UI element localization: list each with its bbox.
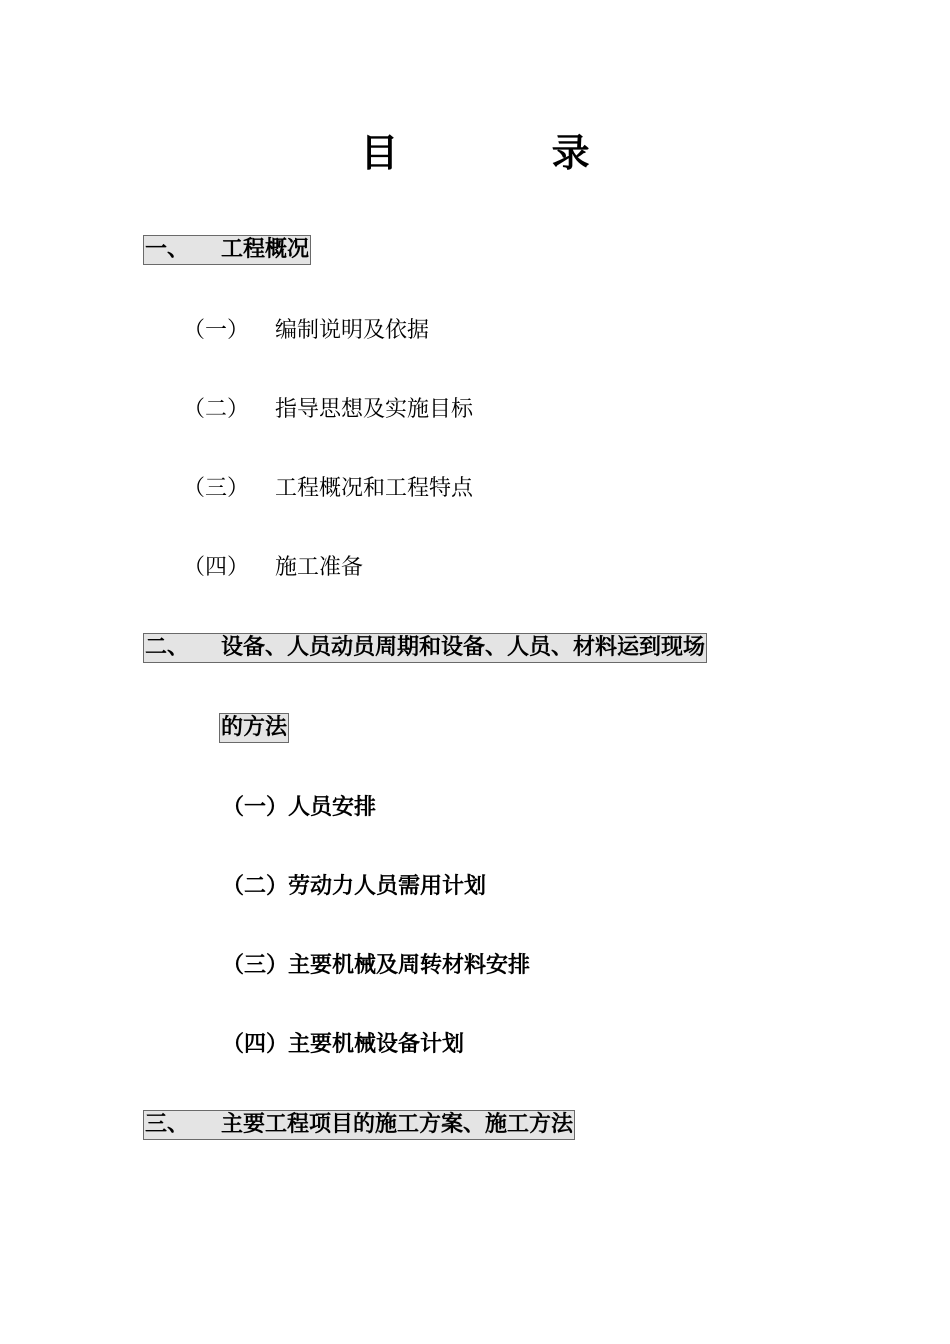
item-1-3-text: 工程概况和工程特点 <box>275 476 474 501</box>
toc-item-2-2[interactable]: （二）劳动力人员需用计划 <box>222 874 487 899</box>
toc-section-2-continued[interactable] <box>219 713 289 743</box>
toc-item-2-4[interactable]: （四）主要机械设备计划 <box>222 1032 465 1057</box>
toc-item-1-1[interactable] <box>183 316 429 346</box>
section-2-number: 二、 <box>145 635 190 660</box>
toc-item-1-4[interactable] <box>183 553 363 583</box>
section-2-title-line-1: 设备、人员动员周期和设备、人员、材料运到现场 <box>221 635 706 660</box>
toc-section-2[interactable] <box>143 633 707 663</box>
section-2-heading <box>143 633 707 663</box>
toc-item-1-3[interactable] <box>183 474 473 504</box>
section-1-title: 工程概况 <box>221 237 310 262</box>
item-1-2-number: （二） <box>183 397 250 422</box>
toc-item-2-1[interactable]: （一）人员安排 <box>222 795 377 820</box>
section-3-heading <box>143 1110 575 1140</box>
toc-item-1-2[interactable] <box>183 395 473 425</box>
section-2-title-line-2: 的方法 <box>219 713 289 743</box>
item-1-4-number: （四） <box>183 555 250 580</box>
page-title: 目 录 <box>360 131 660 175</box>
item-1-2-text: 指导思想及实施目标 <box>275 397 474 422</box>
section-3-title: 主要工程项目的施工方案、施工方法 <box>221 1112 574 1137</box>
item-1-1-number: （一） <box>183 318 250 343</box>
section-3-number: 三、 <box>145 1112 190 1137</box>
toc-section-3[interactable] <box>143 1110 575 1140</box>
item-1-3-number: （三） <box>183 476 250 501</box>
toc-section-1[interactable] <box>143 235 311 265</box>
item-1-1-text: 编制说明及依据 <box>275 318 430 343</box>
item-1-4-text: 施工准备 <box>275 555 364 580</box>
section-1-number: 一、 <box>145 237 190 262</box>
section-1-heading <box>143 235 311 265</box>
toc-item-2-3[interactable]: （三）主要机械及周转材料安排 <box>222 953 531 978</box>
